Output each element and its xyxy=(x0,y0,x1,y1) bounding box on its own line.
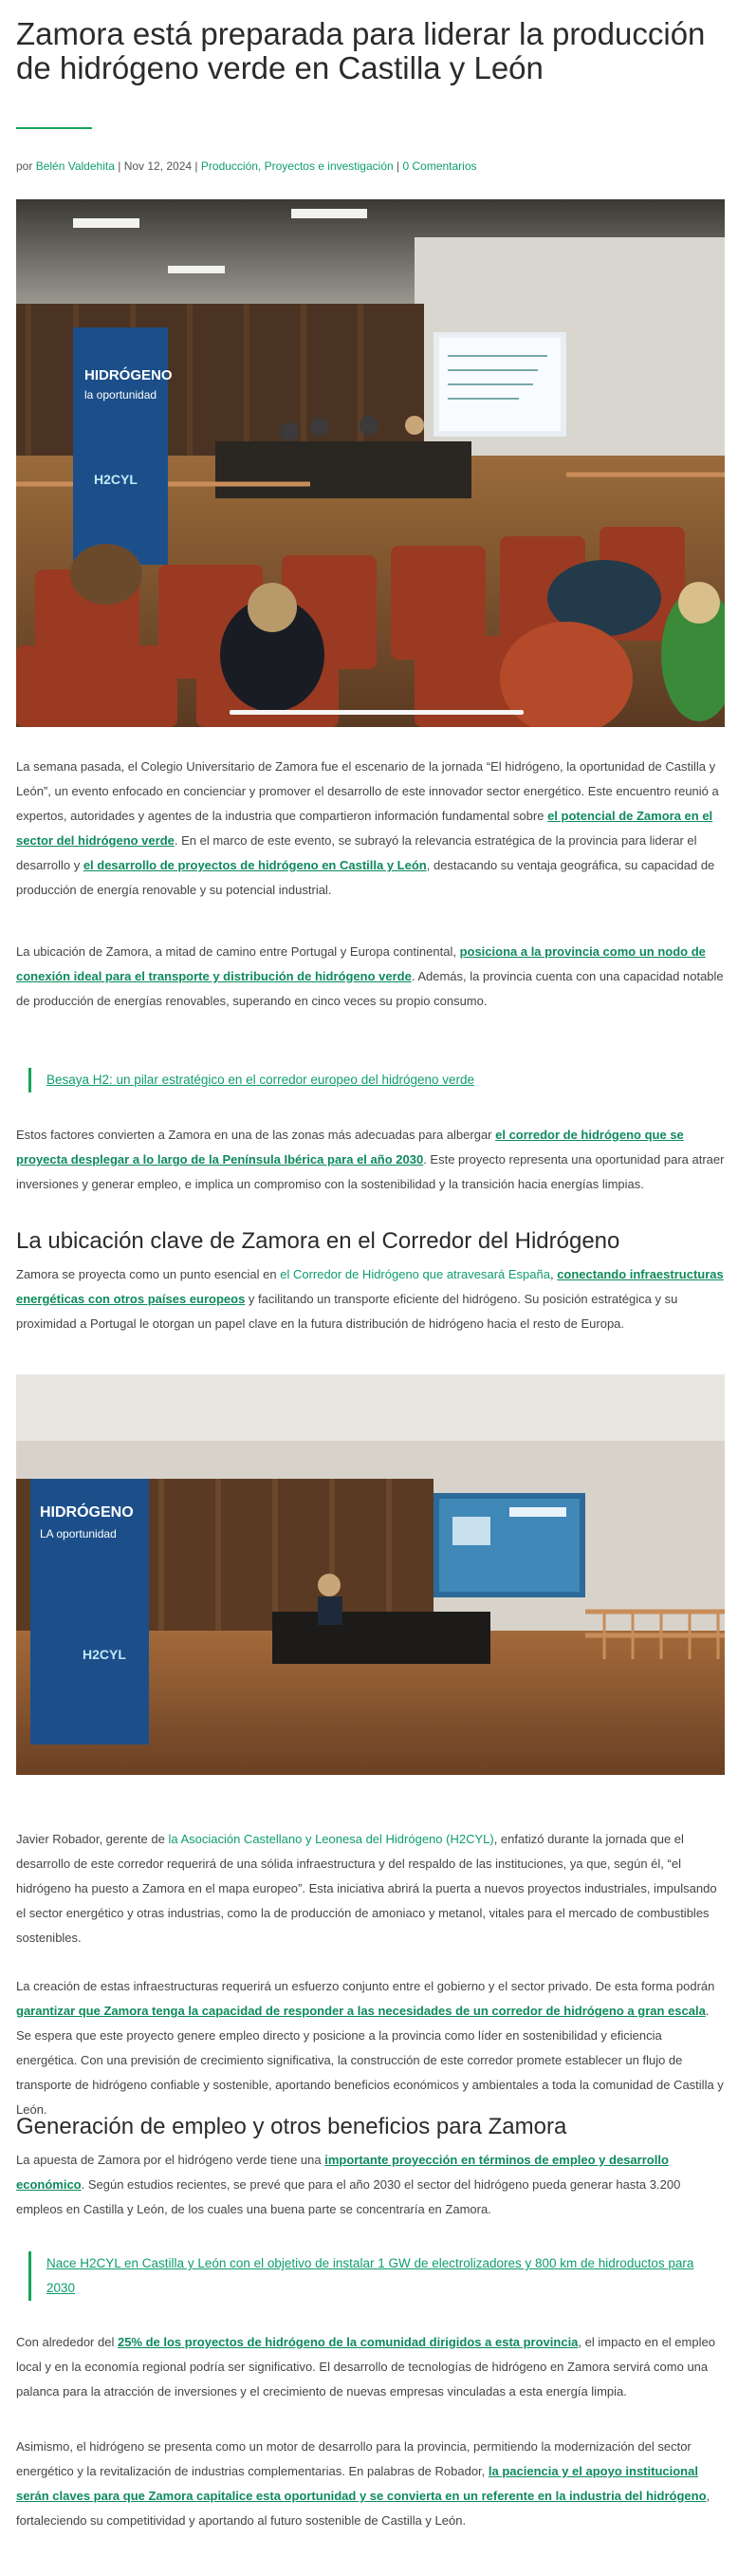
highlight-link[interactable]: la paciencia y el apoyo institucional serán claves para que Zamora capitalice esta oportunidad y se convierta en un referente en la industria del hidrógeno xyxy=(16,2464,707,2503)
author-link[interactable]: Belén Valdehita xyxy=(35,159,115,173)
text: Zamora se proyecta como un punto esencial en xyxy=(16,1267,281,1281)
paragraph-intro xyxy=(16,755,725,903)
article-title: Zamora está preparada para liderar la producción de hidrógeno verde en Castilla y León xyxy=(16,16,706,85)
paragraph-punto-esencial xyxy=(16,1262,725,1336)
text: La creación de estas infraestructuras requerirá un esfuerzo conjunto entre el gobierno y el sector privado. De esta forma podrán xyxy=(16,1979,715,1993)
meta-separator: | xyxy=(194,159,198,173)
related-post-quote-2[interactable]: Nace H2CYL en Castilla y León con el objetivo de instalar 1 GW de electrolizadores y 800 km de hidroductos para 2030 xyxy=(28,2251,721,2301)
post-date: Nov 12, 2024 xyxy=(123,159,193,173)
text: Asimismo, el hidrógeno se presenta como un motor de desarrollo para la provincia, permitiendo la modernización del sector energético y la revitalización de industrias complementarias. En palabras de Robador, xyxy=(16,2439,692,2478)
meta-prefix: por xyxy=(16,159,33,173)
paragraph-motor-desarrollo xyxy=(16,2435,725,2533)
photo-speaker xyxy=(16,1374,725,1775)
highlight-link[interactable]: importante proyección en términos de empleo y desarrollo económico xyxy=(16,2153,669,2192)
text: . En el marco de este evento, se subrayó la relevancia estratégica de la provincia para liderar el desarrollo y xyxy=(16,833,697,872)
section-heading-empleo: Generación de empleo y otros beneficios para Zamora xyxy=(16,2114,567,2139)
banner-text: HIDRÓGENO xyxy=(40,1504,134,1521)
text: , fortaleciendo su competitividad y aportando al futuro sostenible de Castilla y León. xyxy=(16,2489,710,2528)
text: Javier Robador, gerente de xyxy=(16,1832,169,1846)
text: . Además, la provincia cuenta con una capacidad notable de producción de energías renovables, superando en cinco veces su propio consumo. xyxy=(16,969,724,1008)
paragraph-robador xyxy=(16,1827,725,1951)
highlight-link[interactable]: posiciona a la provincia como un nodo de conexión ideal para el transporte y distribución de hidrógeno verde xyxy=(16,944,706,983)
meta-separator: | xyxy=(118,159,121,173)
highlight-link[interactable]: conectando infraestructuras energéticas con otros países europeos xyxy=(16,1267,724,1306)
text: La semana pasada, el Colegio Universitario de Zamora fue el escenario de la jornada “El hidrógeno, la oportunidad de Castilla y León”, un evento enfocado en concienciar y promover el desarrollo de este innovador sector energético. Este encuentro reunió a expertos, autoridades y agentes de la industria que compartieron información fundamental sobre xyxy=(16,759,719,823)
text: Estos factores convierten a Zamora en una de las zonas más adecuadas para albergar xyxy=(16,1128,496,1142)
paragraph-infraestructuras xyxy=(16,1974,725,2122)
article-image-2 xyxy=(16,1374,725,1775)
banner-brand: H2CYL xyxy=(83,1647,126,1662)
text: Con alrededor del xyxy=(16,2335,118,2349)
text: . Según estudios recientes, se prevé que para el año 2030 el sector del hidrógeno pueda generar hasta 3.200 empleos en Castilla y León, de los cuales una buena parte se concentraría en Zamora. xyxy=(16,2177,681,2216)
text: La ubicación de Zamora, a mitad de camino entre Portugal y Europa continental, xyxy=(16,944,460,959)
highlight-link[interactable]: el desarrollo de proyectos de hidrógeno en Castilla y León xyxy=(83,858,427,872)
banner-subtext: la oportunidad xyxy=(84,388,157,401)
meta-separator: | xyxy=(397,159,400,173)
section-heading-ubicacion: La ubicación clave de Zamora en el Corredor del Hidrógeno xyxy=(16,1228,620,1254)
banner-brand: H2CYL xyxy=(94,472,138,487)
article-image-1 xyxy=(16,199,725,727)
paragraph-proyectos xyxy=(16,2330,725,2404)
highlight-link[interactable]: 25% de los proyectos de hidrógeno de la comunidad dirigidos a esta provincia xyxy=(117,2335,579,2349)
post-meta xyxy=(16,159,477,173)
photo-conference-room xyxy=(16,199,725,727)
h2cyl-link[interactable]: la Asociación Castellano y Leonesa del Hidrógeno (H2CYL) xyxy=(168,1832,494,1846)
title-underline xyxy=(16,127,92,129)
category-links[interactable]: Producción, Proyectos e investigación xyxy=(200,159,394,173)
text: , destacando su ventaja geográfica, su capacidad de producción de energía renovable y su potencial industrial. xyxy=(16,858,715,897)
paragraph-corredor xyxy=(16,1123,725,1197)
text: , enfatizó durante la jornada que el desarrollo de este corredor requerirá de una sólida infraestructura y del respaldo de las instituciones, ya que, según él, “el hidrógeno ha puesto a Zamora en el mapa europeo”. Esta iniciativa abrirá la puerta a nuevos proyectos industriales, impulsando el sector energético y otras industrias, como la de producción de amoniaco y metanol, vitales para el mercado de combustibles sostenibles. xyxy=(16,1832,717,1945)
banner-text: HIDRÓGENO xyxy=(84,367,173,383)
text: La apuesta de Zamora por el hidrógeno verde tiene una xyxy=(16,2153,325,2167)
highlight-link[interactable]: el potencial de Zamora en el sector del hidrógeno verde xyxy=(16,809,713,848)
text: y facilitando un transporte eficiente del hidrógeno. Su posición estratégica y su proximidad a Portugal le otorgan un papel clave en la futura distribución de hidrógeno hacia el resto de Europa. xyxy=(16,1292,678,1331)
highlight-link[interactable]: garantizar que Zamora tenga la capacidad de responder a las necesidades de un corredor de hidrógeno a gran escala xyxy=(16,2004,706,2018)
corredor-link[interactable]: el Corredor de Hidrógeno que atravesará España xyxy=(280,1267,550,1281)
text: , el impacto en el empleo local y en la economía regional podría ser significativo. El desarrollo de tecnologías de hidrógeno en Zamora servirá como una palanca para la atracción de inversiones y el crecimiento de nuevas empresas vinculadas a esta energía limpia. xyxy=(16,2335,715,2399)
text: . Se espera que este proyecto genere empleo directo y posicione a la provincia como líder en sostenibilidad y eficiencia energética. Con una previsión de crecimiento significativa, la construcción de este corredor promete establecer un flujo de transporte de hidrógeno confiable y sostenible, aportando beneficios económicos y ambientales a toda la comunidad de Castilla y León. xyxy=(16,2004,724,2117)
banner-subtext: LA oportunidad xyxy=(40,1527,117,1540)
text: , xyxy=(549,1267,558,1281)
paragraph-ubicacion xyxy=(16,940,725,1014)
comments-link[interactable]: 0 Comentarios xyxy=(402,159,477,173)
paragraph-empleo xyxy=(16,2148,725,2222)
text: . Este proyecto representa una oportunidad para atraer inversiones y generar empleo, e implica un compromiso con la sostenibilidad y la transición hacia energías limpias. xyxy=(16,1152,725,1191)
related-post-quote-1[interactable]: Besaya H2: un pilar estratégico en el corredor europeo del hidrógeno verde xyxy=(28,1068,721,1092)
highlight-link[interactable]: el corredor de hidrógeno que se proyecta desplegar a lo largo de la Península Ibérica para el año 2030 xyxy=(16,1128,684,1167)
